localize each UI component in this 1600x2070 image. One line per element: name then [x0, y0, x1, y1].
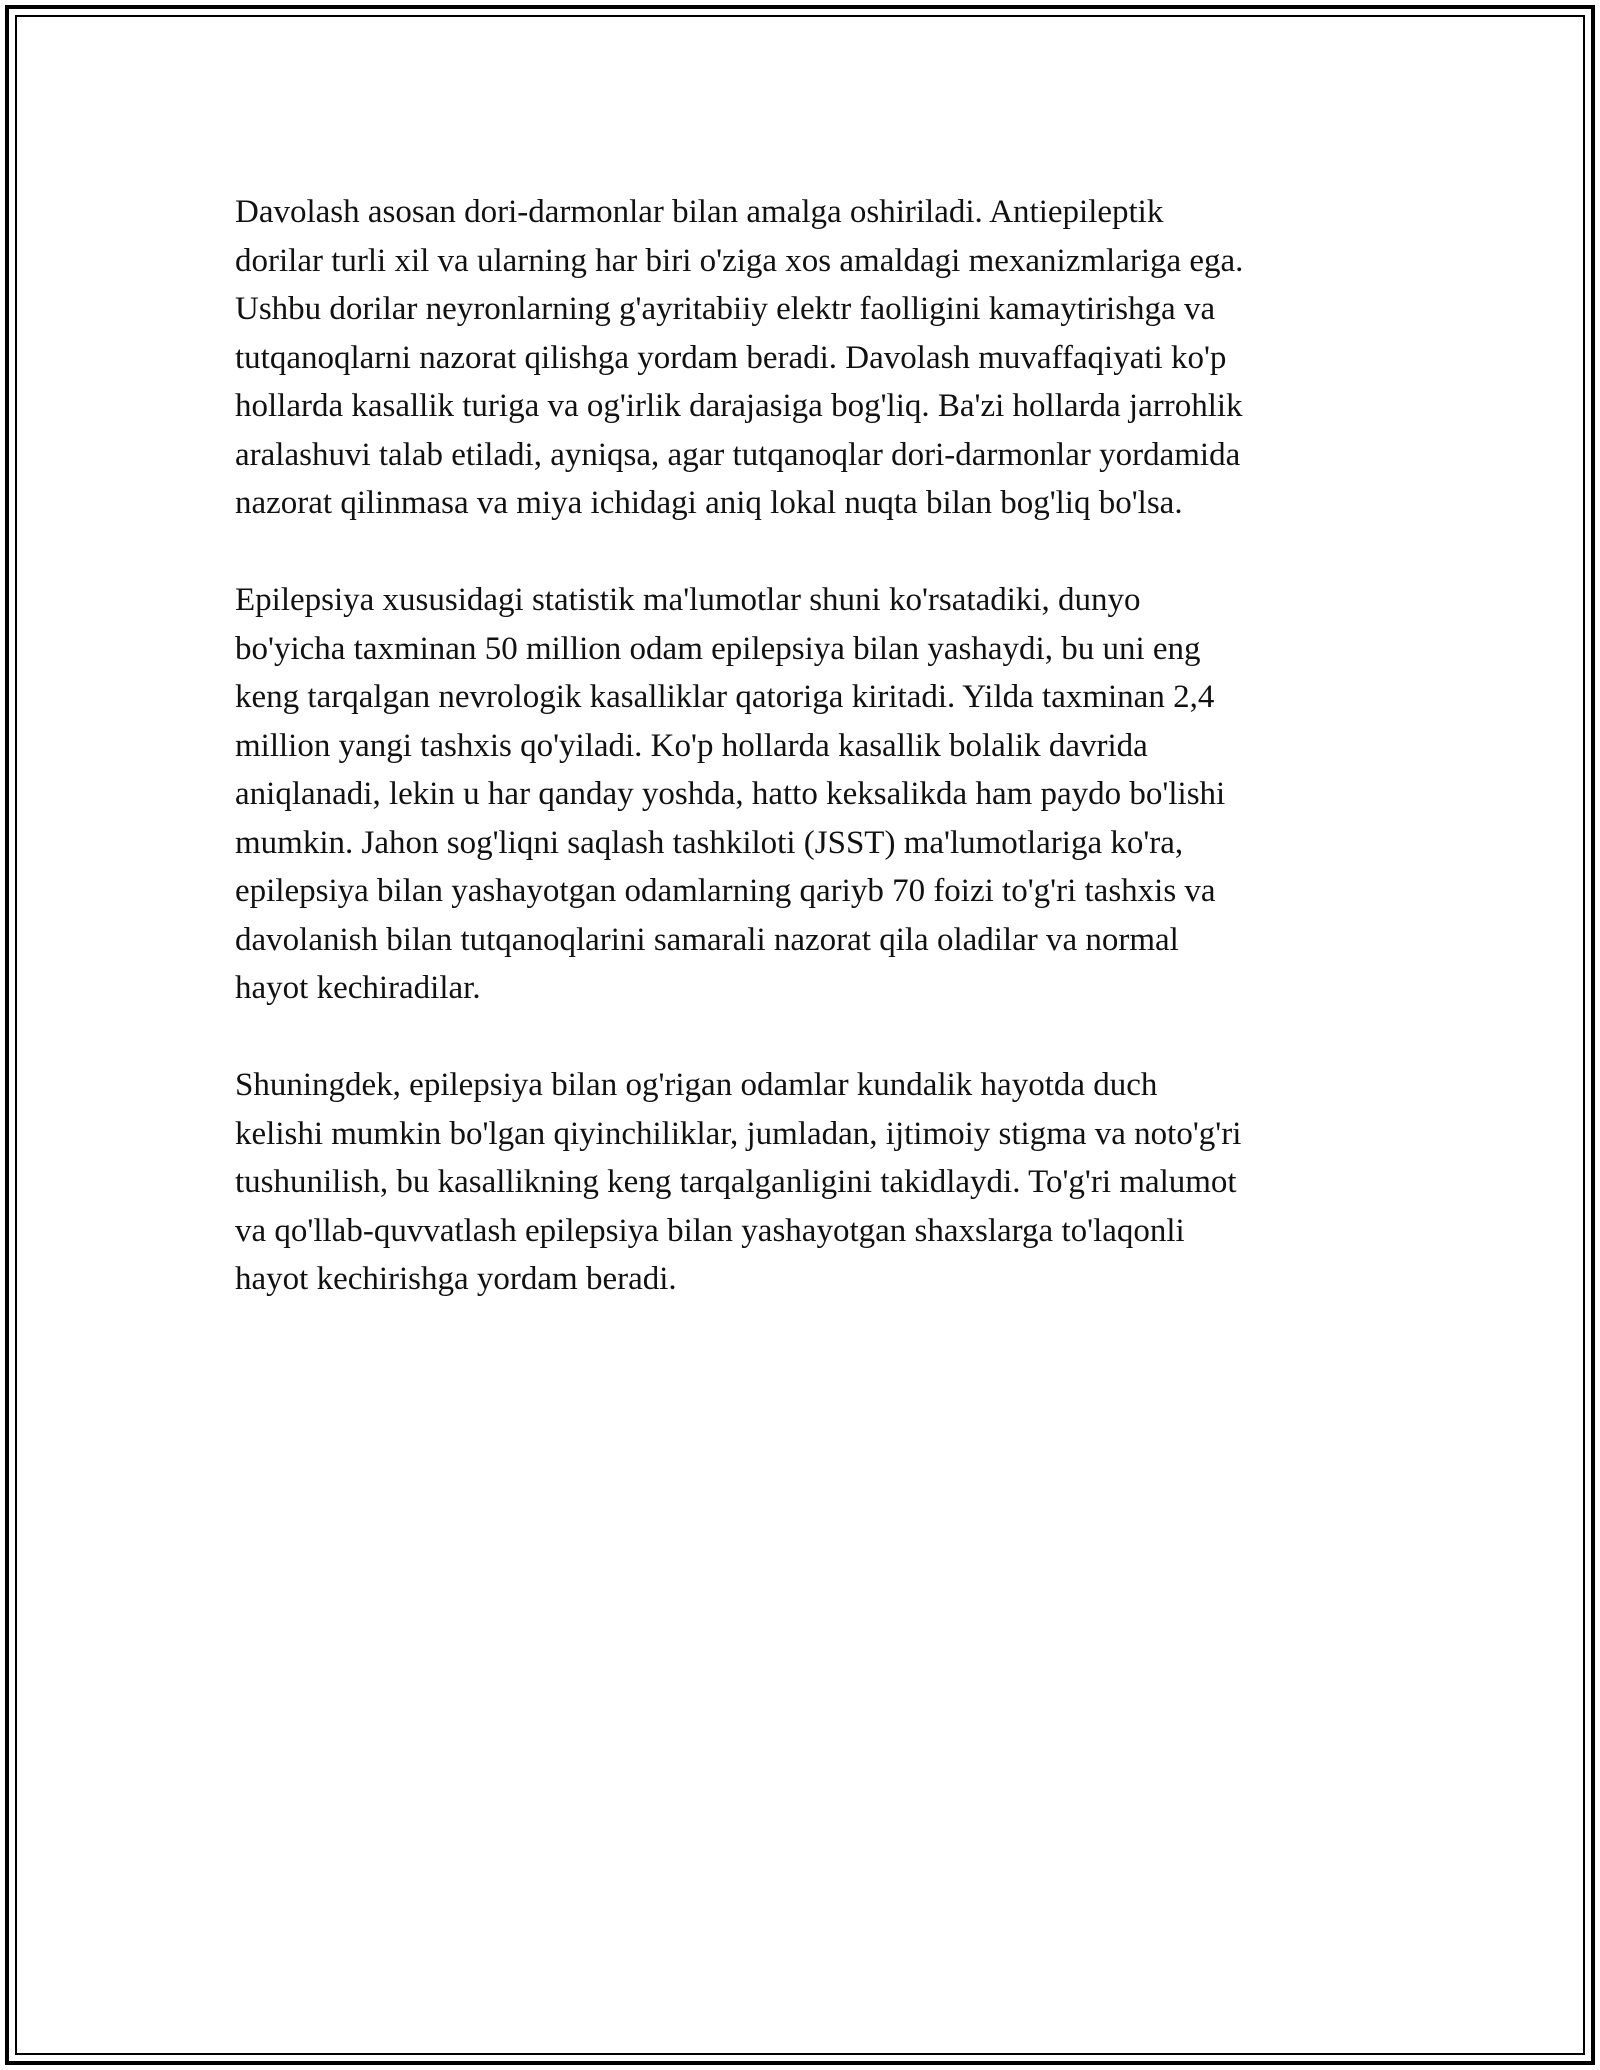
paragraph-daily-life: Shuningdek, epilepsiya bilan og'rigan odamlar kundalik hayotda duch kelishi mumkin bo'lgan qiyinchiliklar, jumladan, ijtimoiy stigma va noto'g'ri tushunilish, bu kasallikning keng tarqalganligini takidlaydi. To'g'ri malumot va qo'llab-quvvatlash epilepsiya bilan yashayotgan shaxslarga to'laqonli hayot kechirishga yordam beradi. [235, 1067, 1242, 1297]
paragraph-statistics: Epilepsiya xususidagi statistik ma'lumotlar shuni ko'rsatadiki, dunyo bo'yicha taxminan 50 million odam epilepsiya bilan yashaydi, bu uni eng keng tarqalgan nevrologik kasalliklar qatoriga kiritadi. Yilda taxminan 2,4 million yangi tashxis qo'yiladi. Ko'p hollarda kasallik bolalik davrida aniqlanadi, lekin u har qanday yoshda, hatto keksalikda ham paydo bo'lishi mumkin. Jahon sog'liqni saqlash tashkiloti (JSST) ma'lumotlariga ko'ra, epilepsiya bilan yashayotgan odamlarning qariyb 70 foizi to'g'ri tashxis va davolanish bilan tutqanoqlarini samarali nazorat qila oladilar va normal hayot kechiradilar. [235, 582, 1226, 1006]
document-body [235, 188, 1365, 1352]
paragraph-treatment: Davolash asosan dori-darmonlar bilan amalga oshiriladi. Antiepileptik dorilar turli xil va ularning har biri o'ziga xos amaldagi mexanizmlariga ega. Ushbu dorilar neyronlarning g'ayritabiiy elektr faolligini kamaytirishga va tutqanoqlarni nazorat qilishga yordam beradi. Davolash muvaffaqiyati ko'p hollarda kasallik turiga va og'irlik darajasiga bog'liq. Ba'zi hollarda jarrohlik aralashuvi talab etiladi, ayniqsa, agar tutqanoqlar dori-darmonlar yordamida nazorat qilinmasa va miya ichidagi aniq lokal nuqta bilan bog'liq bo'lsa. [235, 194, 1244, 521]
